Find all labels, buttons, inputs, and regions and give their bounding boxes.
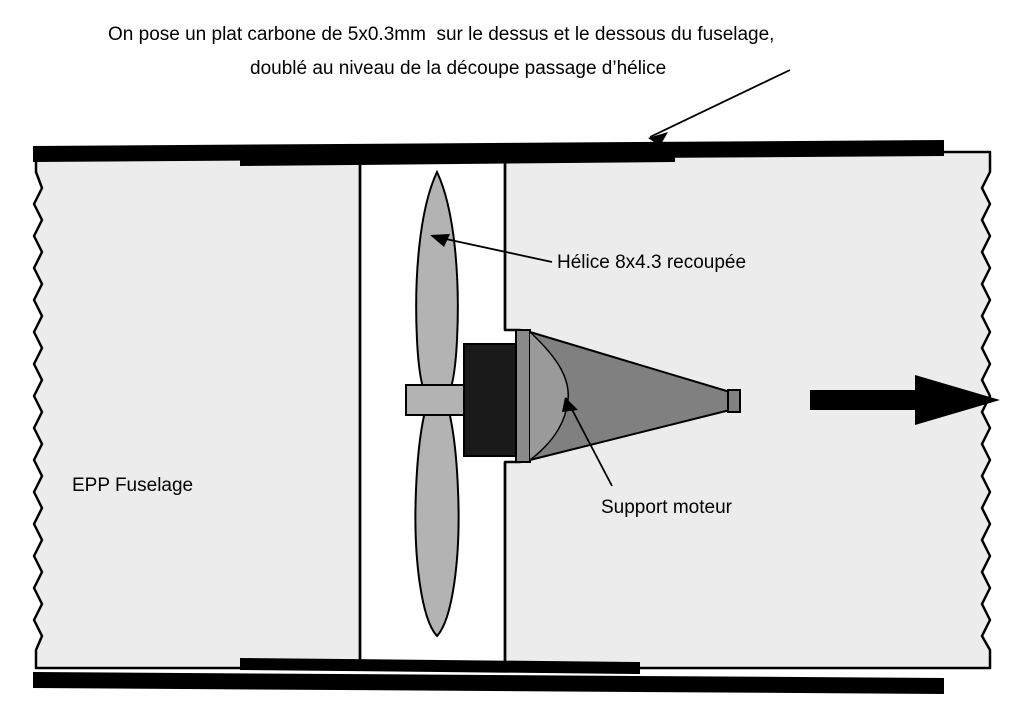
- title-line-2: doublé au niveau de la découpe passage d’hélice: [250, 58, 667, 79]
- motor: [464, 344, 520, 456]
- epp-fuselage-left: [34, 152, 360, 668]
- title-line-1: On pose un plat carbone de 5x0.3mm sur le dessus et le dessous du fuselage,: [108, 24, 775, 45]
- label-propeller: Hélice 8x4.3 recoupée: [557, 252, 747, 273]
- label-motor-mount: Support moteur: [601, 497, 732, 518]
- propeller-hub: [406, 385, 468, 415]
- label-fuselage: EPP Fuselage: [72, 475, 194, 496]
- carbon-strip-bottom: [33, 672, 944, 694]
- leader-line-carbon: [648, 70, 790, 146]
